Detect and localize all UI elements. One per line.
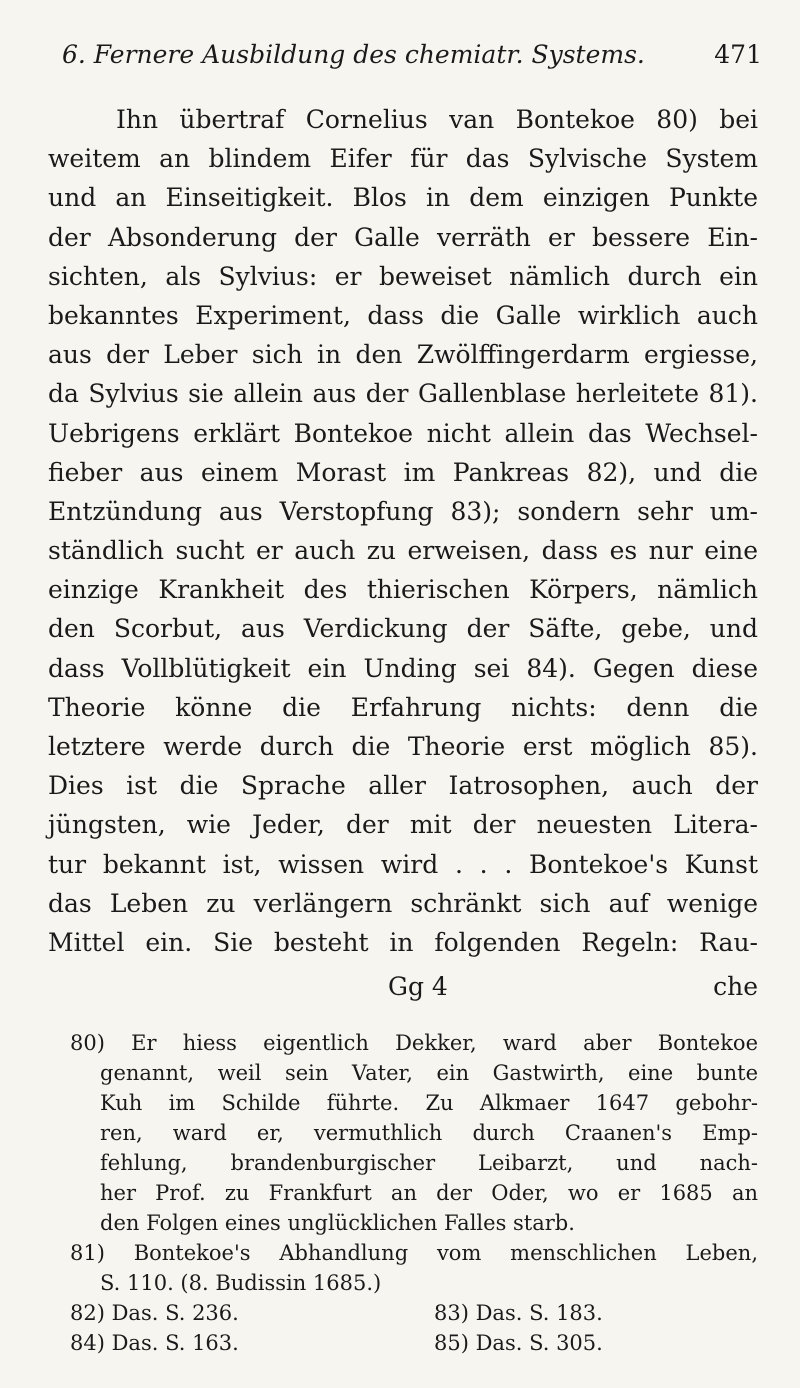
text-line: fieber aus einem Morast im Pankreas 82), und die <box>48 457 758 487</box>
main-text <box>48 100 758 962</box>
signature-mark: Gg 4 <box>388 972 448 1001</box>
text-line: der Absonderung der Galle verräth er bessere Ein- <box>48 222 758 252</box>
text-line: bekanntes Experiment, dass die Galle wirklich auch <box>48 300 758 330</box>
footnotes-84-85 <box>70 1328 758 1358</box>
footnote-80 <box>70 1028 758 1238</box>
footnote-85: 85) Das. S. 305. <box>434 1331 603 1355</box>
text-line: das Leben zu verlängern schränkt sich auf wenige <box>48 888 758 918</box>
text-line: tur bekannt ist, wissen wird . . . Bontekoe's Kunst <box>48 849 758 879</box>
footnote-line: fehlung, brandenburgischer Leibarzt, und nach- <box>100 1151 758 1175</box>
text-line: Theorie könne die Erfahrung nichts: denn die <box>48 692 758 722</box>
text-line: Entzündung aus Verstopfung 83); sondern sehr um- <box>48 496 758 526</box>
footnote-line: genannt, weil sein Vater, ein Gastwirth, eine bunte <box>100 1061 758 1085</box>
footnote-82: 82) Das. S. 236. <box>70 1301 239 1325</box>
footnote-84: 84) Das. S. 163. <box>70 1331 239 1355</box>
text-line: Dies ist die Sprache aller Iatrosophen, auch der <box>48 771 758 801</box>
footnotes-82-83 <box>70 1298 758 1328</box>
text-line: da Sylvius sie allein aus der Gallenblase herleitete 81). <box>48 379 758 409</box>
text-line: letztere werde durch die Theorie erst möglich 85). <box>48 732 758 761</box>
text-line: Ihn übertraf Cornelius van Bontekoe 80) bei <box>116 105 758 134</box>
footnote-line: 81) Bontekoe's Abhandlung vom menschlichen Leben, <box>70 1241 758 1265</box>
text-line: aus der Leber sich in den Zwölffingerdarm ergiesse, <box>48 340 758 370</box>
text-line: den Scorbut, aus Verdickung der Säfte, gebe, und <box>48 614 758 644</box>
footnote-line: ren, ward er, vermuthlich durch Craanen's Emp- <box>100 1121 758 1145</box>
text-line: sichten, als Sylvius: er beweiset nämlich durch ein <box>48 261 758 291</box>
text-line: ständlich sucht er auch zu erweisen, dass es nur eine <box>48 536 758 566</box>
footnote-83: 83) Das. S. 183. <box>434 1301 603 1325</box>
text-line: weitem an blindem Eifer für das Sylvische System <box>48 144 758 174</box>
running-title: 6. Fernere Ausbildung des chemiatr. Systems. <box>62 40 645 69</box>
footnotes <box>70 1028 758 1358</box>
text-line: jüngsten, wie Jeder, der mit der neuesten Litera- <box>48 810 758 840</box>
footnote-81 <box>70 1238 758 1298</box>
text-line: Uebrigens erklärt Bontekoe nicht allein das Wechsel- <box>48 418 758 448</box>
catchword: che <box>713 972 758 1001</box>
text-line: dass Vollblütigkeit ein Unding sei 84). Gegen diese <box>48 653 758 683</box>
footnote-line: S. 110. (8. Budissin 1685.) <box>100 1271 382 1295</box>
footnote-line: 80) Er hiess eigentlich Dekker, ward aber Bontekoe <box>70 1031 758 1055</box>
footnote-line: den Folgen eines unglücklichen Falles starb. <box>100 1211 575 1235</box>
page-number: 471 <box>714 40 762 69</box>
text-line: und an Einseitigkeit. Blos in dem einzigen Punkte <box>48 183 758 213</box>
footnote-line: Kuh im Schilde führte. Zu Alkmaer 1647 gebohr- <box>100 1091 758 1115</box>
text-line: einzige Krankheit des thierischen Körpers, nämlich <box>48 575 758 605</box>
footnote-line: her Prof. zu Frankfurt an der Oder, wo er 1685 an <box>100 1181 758 1205</box>
running-header <box>62 40 762 84</box>
text-line: Mittel ein. Sie besteht in folgenden Regeln: Rau- <box>48 927 758 957</box>
signature-line <box>48 972 758 1008</box>
